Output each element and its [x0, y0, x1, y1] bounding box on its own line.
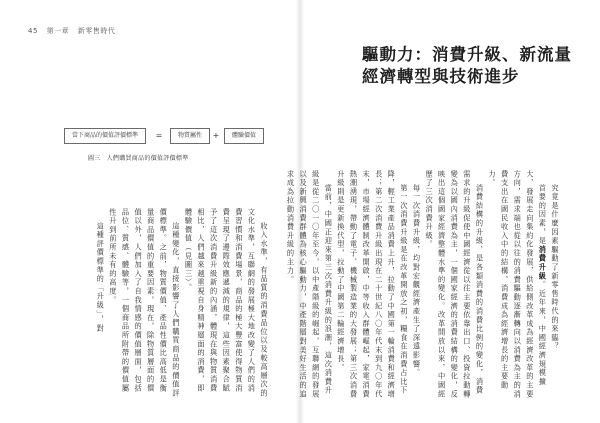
section-title [362, 44, 582, 88]
box-material-attribute: 物質屬性 [170, 128, 210, 144]
left-body-text [72, 208, 270, 400]
plus-sign: + [212, 131, 220, 140]
figure-caption [88, 153, 195, 162]
body-text-segment: 首要的因素，是 [538, 184, 548, 246]
page-number: 45 [28, 27, 38, 35]
section-title-line: 經濟轉型與技術進步 [362, 67, 520, 86]
chapter-title: 新零售時代 [77, 27, 116, 35]
body-paragraph [485, 170, 548, 402]
body-paragraph: 每一次消費升級，均對宏觀經濟產生了深遠影響。 [412, 184, 422, 378]
figure-caption-text: 人們購買商品的價值評價標準 [106, 155, 189, 162]
left-page [0, 0, 296, 423]
body-paragraph: 當前，中國正迎來第三次消費升級的浪潮，這次消費升級是從二〇一〇年至今，以中產階級的崛起，互聯網的發展以及新興消費群體為核心驅動力，中產階層對美好生活的追求成為拉動消費升級的主力。 [286, 170, 334, 399]
equals-sign: = [155, 131, 163, 140]
body-text-segment: 。近年來，中國經濟規模擴大，發展走向集約化發展，供給側改革成為經濟改革的主要方向，需求端也從以往的消費驅動逐漸轉向以消費為主的消費支出在國民收入中的結構，消費成為經濟增長的主要動力。 [488, 170, 548, 399]
body-paragraph: 這種變化，直接影響了人們購買商品的價值評價標準。之前，物質價值、產品性價比高低是衡量商品價值的重要因素，現在，除物質層面的價值以外，人們加入了自我情感的價值層面，包括品位、質感、體驗等，一個商品所附帶的價值屬性升到前所未有的高度。 [108, 208, 181, 399]
body-paragraph: 第一次消費升級是在改革開放之初，糧食在消費占比下降，輕工業產品消費上升，拉動了中國第一輪消費和經濟增長；第二次消費升級出現在二十世紀八〇年代末到九〇年代末，市場經濟體制改革開啟，中等收入群體崛起，家電消費熱潮湧現，帶動了電子、機械製造業的大發展；第三次消費升級則是更新換代型，拉動了中國第二輪經濟增長。 [336, 170, 409, 399]
body-paragraph: 究竟是什麼因素驅動了新零售時代的來臨？ [551, 184, 560, 352]
body-paragraph: 這種評價標準的「升級」，對 [96, 222, 106, 334]
box-experience-value: 體驗價值 [224, 128, 264, 144]
value-formula-diagram [64, 128, 260, 146]
body-paragraph: 消費結構的升級，是各類消費的消費比例的變化，消費需求的升級促使中國經濟從以往主要依靠出口、投資拉動轉變為以國內消費為主，一個國家經濟的消費結構的變化，反映出這個國家經濟整體水準的變化。改革開放以來，中國經歷了三次消費升級。 [425, 170, 485, 399]
section-title-line: 驅動力：消費升級、新流量 [362, 45, 572, 64]
emphasis-consumption-upgrade: 消費升級 [538, 246, 548, 282]
right-body-text [286, 170, 561, 402]
running-head [28, 26, 121, 36]
body-paragraph: 收入水準，有品質的消費品位以及較高層次的文化水準，互聯網的發展極大地改變了人們的消費習慣和消費場景，商品的極大豐富使得物質消費呈現了邊際效應遞減的規律，這些因素聚合賦予了這次消費升級新的內涵，體現在與物質消費相比，人們越來越重視自身精神層面的消費，即體驗價值（見圖三）。 [184, 208, 269, 399]
figure-label: 圖三 [88, 155, 101, 162]
chapter-label: 第一章 [46, 27, 70, 35]
box-current-value-standard: 當下商品的價值評價標準 [64, 128, 146, 144]
